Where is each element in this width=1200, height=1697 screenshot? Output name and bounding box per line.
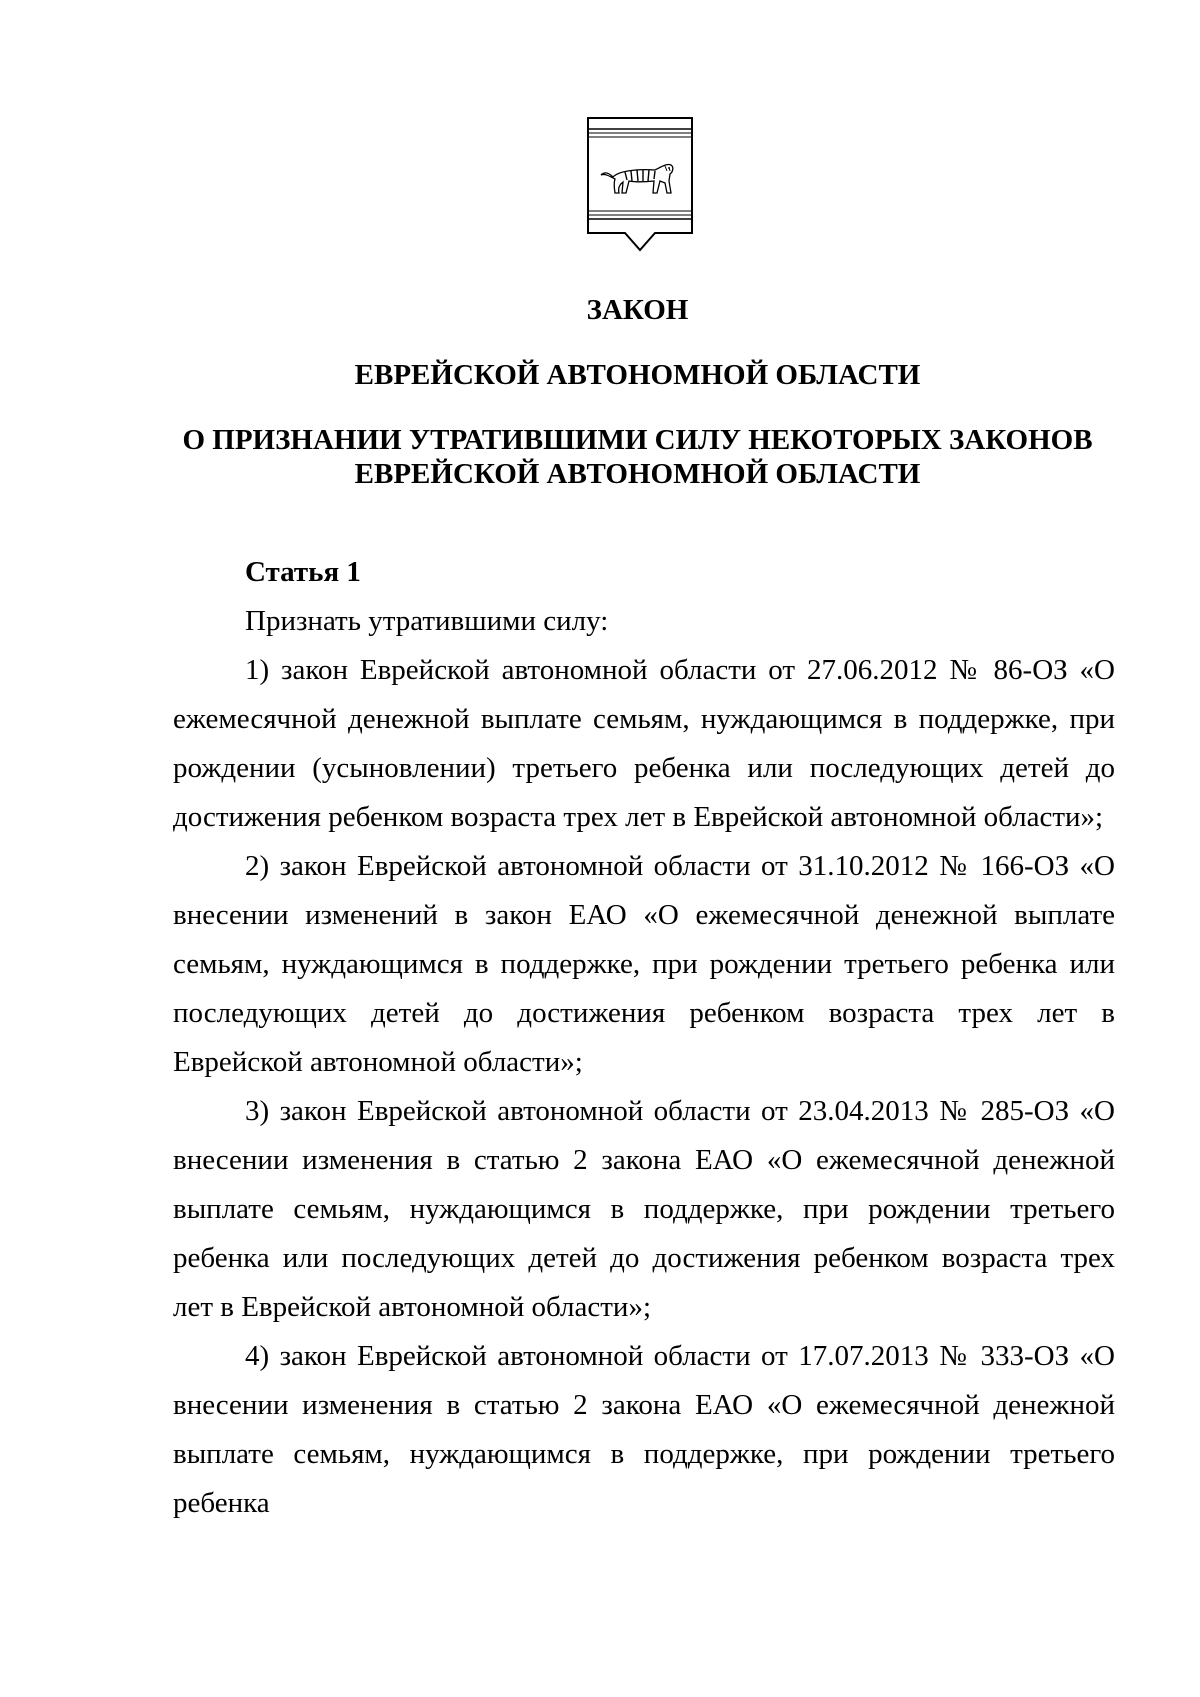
list-item: 2) закон Еврейской автономной области от 31.10.2012 № 166-ОЗ «О внесении изменений в закон ЕАО «О ежемесячной денежной выплате семьям, нуждающимся в поддержке, при рождении третьего ребенка или последующих детей до достижения ребенком возраста трех лет в Еврейской автономной области»; [173,850,1115,1078]
document-type-heading: ЗАКОН [586,294,689,326]
article-heading: Статья 1 [245,556,361,588]
law-title [160,423,1115,491]
law-title-line-2: ЕВРЕЙСКОЙ АВТОНОМНОЙ ОБЛАСТИ [354,458,921,490]
law-title-line-1: О ПРИЗНАНИИ УТРАТИВШИМИ СИЛУ НЕКОТОРЫХ ЗАКОНОВ [182,424,1093,456]
coat-of-arms-tiger-icon [585,115,695,260]
law-body [173,548,1115,1528]
list-item: 3) закон Еврейской автономной области от 23.04.2013 № 285-ОЗ «О внесении изменения в статью 2 закона ЕАО «О ежемесячной денежной выплате семьям, нуждающимся в поддержке, при рождении третьего ребенка или последующих детей до достижения ребенком возраста трех лет в Еврейской автономной области»; [173,1095,1115,1323]
list-item: 1) закон Еврейской автономной области от 27.06.2012 № 86-ОЗ «О ежемесячной денежной выплате семьям, нуждающимся в поддержке, при рождении (усыновлении) третьего ребенка или последующих детей до достижения ребенком возраста трех лет в Еврейской автономной области»; [173,654,1115,833]
list-item: 4) закон Еврейской автономной области от 17.07.2013 № 333-ОЗ «О внесении изменения в статью 2 закона ЕАО «О ежемесячной денежной выплате семьям, нуждающимся в поддержке, при рождении третьего ребенка [173,1340,1115,1519]
region-heading: ЕВРЕЙСКОЙ АВТОНОМНОЙ ОБЛАСТИ [354,359,921,391]
article-intro: Признать утратившими силу: [245,605,609,637]
